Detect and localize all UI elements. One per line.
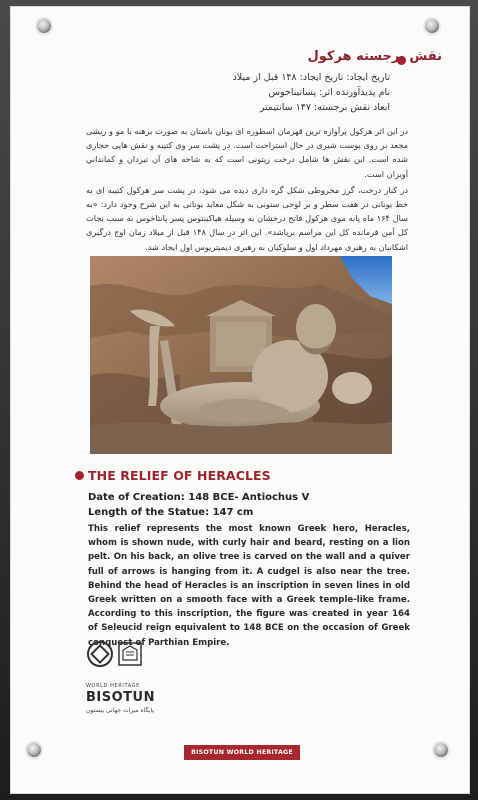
logo-persian-caption: پایگاه میراث جهانی بیستون <box>86 707 154 714</box>
english-body: This relief represents the most known Greek hero, Heracles, whom is shown nude, with curly hair and beard, resting on a lion pelt. On his back, an olive tree is carved on the wall and a quiver full of arrows is hanging from it. A cudgel is also near the tree. Behind the head of Heracles is an inscription in seven lines in old Greek written on a smooth face with a Greek temple-like frame. According to this inscription, the figure was created in year 164 of Seleucid reign equivalent to 148 BCE on the occasion of Greek conquest of Parthian Empire. <box>88 524 410 648</box>
screw-icon <box>425 19 439 33</box>
date-of-creation: Date of Creation: 148 BCE- Antiochus V <box>88 492 310 503</box>
english-title: THE RELIEF OF HERACLES <box>88 468 271 483</box>
world-heritage-emblem-icon <box>88 642 112 666</box>
bullet-icon <box>75 471 84 480</box>
logo-caption: WORLD HERITAGE <box>86 683 140 689</box>
screw-icon <box>37 19 51 33</box>
persian-paragraph: در کنار درخت، گرز مخروطی شکل گره داری دیده می شود، در پشت سر هرکول کتیبه ای به خط یونانی در هفت سطر و بر لوحی ستونی به شکل معابد یونانی به این شرح وجود دارد: «به سال ۱۶۴ ماه پانه موی هرکول فاتح درخشان به وسیله هیاکینتوس پسر پانتاخوس به سبب نجات کل آمن فرمانده کل این مراسم برپاشد». این اثر در سال ۱۴۸ قبل از میلاد زمان اوج درگیری اشکانیان به رهبری مهرداد اول و سلوکیان به رهبری دیمیتریوس اول ایجاد شد. <box>86 184 409 252</box>
persian-paragraph: در این اثر هرکول پرآوازه ترین قهرمان اسطوره ای یونان باستان به صورت برهنه با مو و ریشی مجعد بر روی پوست شیری در حال استراحت است. در پشت سر وی کتیبه و نقش هایی حجاری شده است. این نقش ها شامل درخت زیتونی است که به شاخه های آن تیردان و کمانداني آویزان است. <box>86 126 408 179</box>
screw-icon <box>27 743 41 757</box>
footer-label: BISOTUN WORLD HERITAGE SITE <box>184 745 300 760</box>
english-meta <box>88 490 309 520</box>
screw-icon <box>434 743 448 757</box>
persian-title: نقش برجسته هرکول <box>307 49 442 64</box>
persian-meta-line: نام پدیدآورنده اثر: پساتیناخوس <box>268 87 390 98</box>
heracles-relief-photo <box>90 256 392 454</box>
logo-name: BISOTUN <box>86 690 155 705</box>
persian-meta-line: ابعاد نقش برجسته: ۱۴۷ سانتیمتر <box>259 102 390 113</box>
persian-body <box>86 124 408 256</box>
persian-meta-line: تاریخ ایجاد: تاریخ ایجاد: ۱۴۸ قبل از میلاد <box>232 72 390 83</box>
statue-length: Length of the Statue: 147 cm <box>88 507 254 518</box>
persian-meta <box>90 70 390 115</box>
